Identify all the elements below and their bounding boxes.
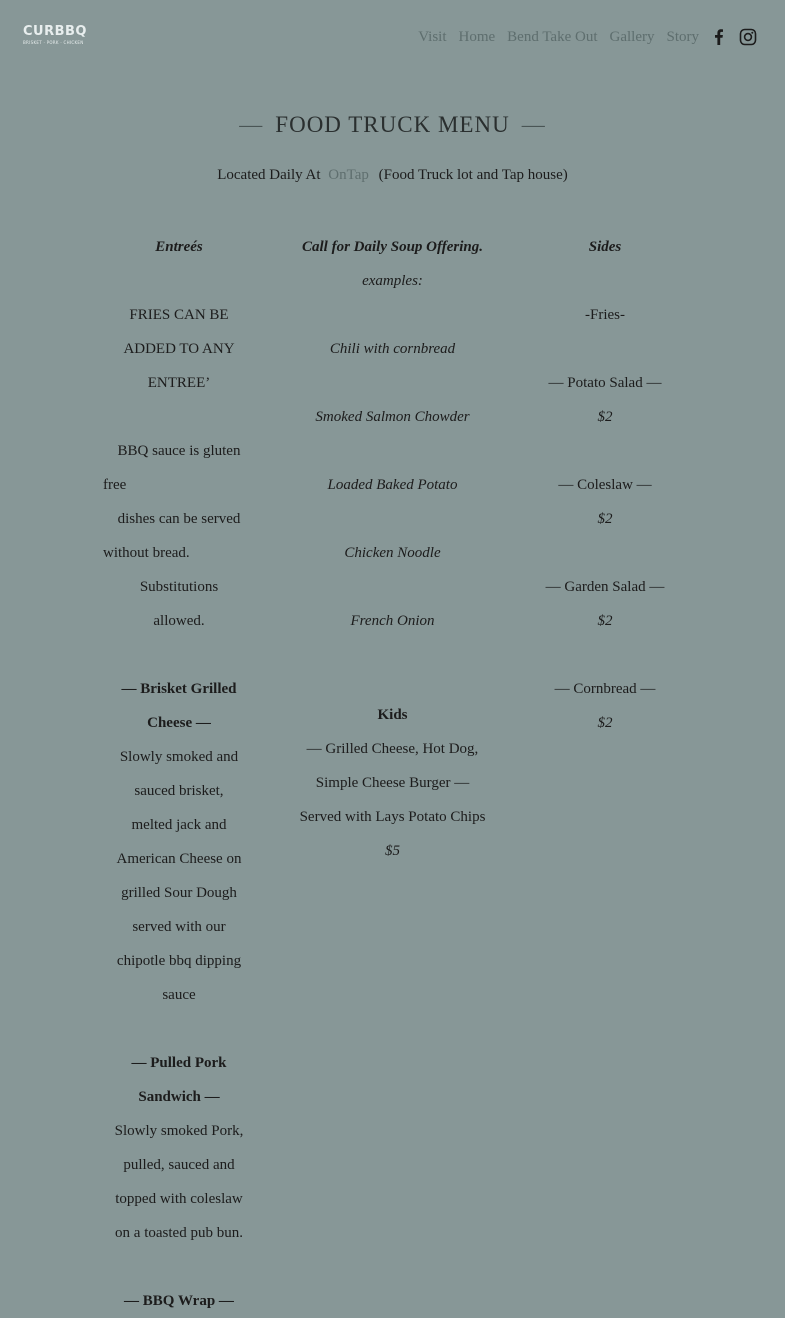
side-name: — Potato Salad —: [548, 375, 662, 391]
entree-name: — Brisket Grilled: [121, 681, 237, 697]
soup-examples-label: examples:: [362, 273, 423, 289]
gluten-note-line: without bread.: [103, 545, 190, 561]
entree-name: — Pulled Pork: [131, 1055, 227, 1071]
location-suffix: (Food Truck lot and Tap house): [378, 167, 568, 183]
entrees-heading: Entreés: [155, 239, 203, 255]
kids-line: — Grilled Cheese, Hot Dog,: [306, 741, 479, 757]
fries-note-line: FRIES CAN BE: [129, 307, 229, 323]
side-price: $2: [597, 409, 613, 425]
nav-gallery[interactable]: Gallery: [609, 29, 655, 45]
entree-desc: pulled, sauced and: [123, 1157, 235, 1173]
location-line: [0, 167, 785, 184]
kids-price: $5: [385, 843, 400, 859]
kids-heading: Kids: [377, 707, 408, 723]
entree-desc: topped with coleslaw: [115, 1191, 243, 1207]
soup-example: Loaded Baked Potato: [327, 477, 458, 493]
soup-example: Smoked Salmon Chowder: [315, 409, 470, 425]
soup-heading: Call for Daily Soup Offering.: [302, 239, 483, 255]
site-header: [0, 0, 785, 76]
side-name: — Coleslaw —: [558, 477, 652, 493]
entree-desc: on a toasted pub bun.: [115, 1225, 243, 1241]
kids-line: Simple Cheese Burger —: [315, 775, 470, 791]
social-links: [710, 28, 757, 46]
side-name: — Garden Salad —: [545, 579, 665, 595]
gluten-note-line: Substitutions: [139, 579, 219, 595]
fries-note-line: ENTREE’: [147, 375, 211, 391]
side-price: $2: [597, 511, 613, 527]
side-price: $2: [597, 613, 613, 629]
nav-visit[interactable]: Visit: [418, 29, 447, 45]
side-price: $2: [597, 715, 613, 731]
gluten-note-line: BBQ sauce is gluten: [117, 443, 241, 459]
soup-example: French Onion: [350, 613, 435, 629]
page-title: [0, 112, 785, 138]
entree-name: Cheese —: [147, 715, 211, 731]
sides-fries: -Fries-: [585, 307, 625, 323]
gluten-note-line: allowed.: [153, 613, 205, 629]
logo-tagline: BRISKET · PORK · CHICKEN: [23, 40, 84, 45]
main-nav: [418, 29, 699, 46]
entree-desc: sauce: [162, 987, 196, 1003]
entree-desc: American Cheese on: [116, 851, 242, 867]
entree-desc: Slowly smoked Pork,: [114, 1123, 244, 1139]
title-text: FOOD TRUCK MENU: [275, 112, 510, 137]
soup-column: [280, 230, 505, 868]
fries-note-line: ADDED TO ANY: [123, 341, 235, 357]
facebook-icon[interactable]: [710, 28, 728, 46]
location-prefix: Located Daily At: [217, 167, 321, 183]
title-dash-right: —: [521, 112, 546, 137]
title-dash-left: —: [239, 112, 264, 137]
ontap-link[interactable]: OnTap: [328, 167, 369, 183]
nav-story[interactable]: Story: [666, 29, 699, 45]
kids-line: Served with Lays Potato Chips: [299, 809, 486, 825]
sides-column: [525, 230, 685, 740]
entree-desc: chipotle bbq dipping: [116, 953, 242, 969]
entree-name: — BBQ Wrap —: [124, 1293, 234, 1309]
entree-desc: sauced brisket,: [134, 783, 224, 799]
entree-desc: Slowly smoked and: [119, 749, 239, 765]
entree-desc: grilled Sour Dough: [121, 885, 237, 901]
nav-home[interactable]: Home: [458, 29, 496, 45]
entrees-column: [103, 230, 255, 1318]
entree-desc: melted jack and: [131, 817, 227, 833]
gluten-note-line: dishes can be served: [117, 511, 241, 527]
entree-name: Sandwich —: [138, 1089, 220, 1105]
site-logo[interactable]: [23, 24, 87, 50]
gluten-note-line: free: [103, 477, 127, 493]
soup-example: Chili with cornbread: [329, 341, 456, 357]
side-name: — Cornbread —: [554, 681, 656, 697]
logo-text: CURBBQ: [23, 24, 87, 39]
entree-desc: served with our: [132, 919, 226, 935]
nav-bend-take-out[interactable]: Bend Take Out: [507, 29, 598, 45]
sides-heading: Sides: [588, 239, 622, 255]
soup-example: Chicken Noodle: [344, 545, 441, 561]
instagram-icon[interactable]: [739, 28, 757, 46]
